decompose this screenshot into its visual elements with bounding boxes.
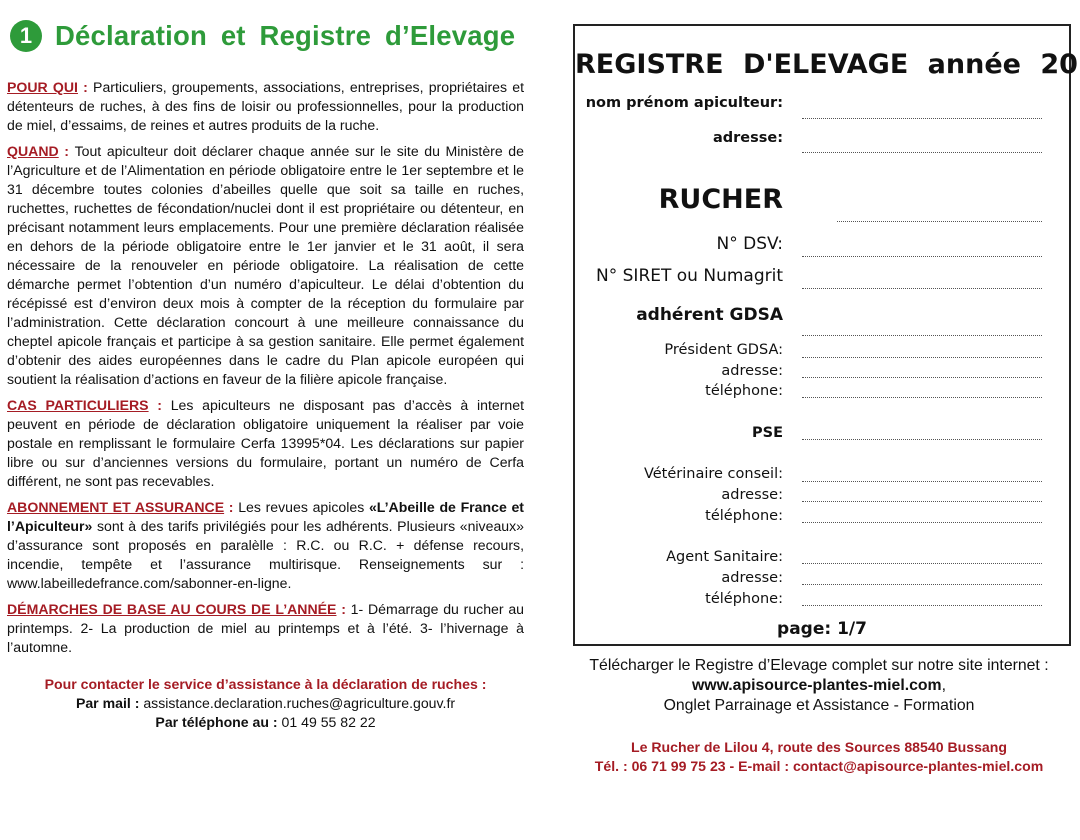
download-url-line: www.apisource-plantes-miel.com,	[692, 677, 946, 694]
president-adresse-label: adresse:	[721, 363, 783, 379]
text-demarches: 1- Démarrage du rucher au printemps. 2- La production de miel au printemps et à l’été. 3- l’hivernage à l’automne.	[7, 601, 525, 655]
registre-form	[573, 24, 1078, 646]
siret-field[interactable]	[802, 288, 1042, 289]
label-abonnement: ABONNEMENT ET ASSURANCE	[7, 499, 225, 515]
text-pour-qui: Particuliers, groupements, associations, entreprises, propriétaires et détenteurs de ruches, à des fins de loisir ou professionnelles, pour la production de miel, d’essaims, de reines et autres produits de la ruche.	[7, 79, 524, 133]
agent-field[interactable]	[802, 563, 1042, 564]
adresse-field[interactable]	[802, 152, 1042, 153]
agent-telephone-label: téléphone:	[705, 591, 783, 607]
agent-telephone-field[interactable]	[802, 605, 1042, 606]
contact-phone: 01 49 55 82 22	[281, 714, 376, 730]
text-quand: Tout apiculteur doit déclarer chaque année sur le site du Ministère de l’Agriculture et de l’Alimentation en période obligatoire entre le 1er septembre et le 31 décembre toutes colonies d’abeilles quelle que soit sa taille en ruches, ruchettes, ruchettes de fécondation/nuclei dont il est propriétaire ou détenteur, en précisant notamment leurs emplacements. Pour une première déclaration réalisée en dehors de la période obligatoire entre le 1er janvier et le 31 août, il sera nécessaire de la renouveler en période obligatoire. La réalisation de cette démarche permet l’obtention d’un numéro d’apiculteur. Le délai d’obtention du récépissé est d’environ deux mois à compter de la réception du formulaire par l’administration. Cette déclaration concourt à une meilleure connaissance du cheptel apicole français et participe à sa gestion sanitaire. Elle permet également d’obtenir des aides européennes dans le cadre du Plan apicole européen qui soutient la réalisation d’actions en faveur de la filière apicole française.	[7, 143, 524, 387]
download-line: Télécharger le Registre d’Elevage complet sur notre site internet :	[589, 657, 1049, 674]
page-title: Déclaration et Registre d’Elevage	[55, 20, 516, 51]
contact-title: Pour contacter le service d’assistance à la déclaration de ruches :	[44, 676, 487, 692]
president-field[interactable]	[802, 357, 1042, 358]
text-cas-particuliers: Les apiculteurs ne disposant pas d’accès à internet peuvent en période de déclaration obligatoire uniquement la réaliser par voie postale en remplissant le formulaire Cerfa 13995*04. Les déclarations sur papier libre ou sur d’anciennes versions du formulaire, portant un numéro de Cerfa différent, ne sont pas recevables.	[7, 397, 524, 489]
rucher-heading: RUCHER	[658, 184, 783, 215]
nom-field[interactable]	[802, 118, 1042, 119]
contact-mail-line	[7, 694, 524, 713]
label-demarches: DÉMARCHES DE BASE AU COURS DE L’ANNÉE	[7, 601, 337, 617]
veterinaire-adresse-field[interactable]	[802, 501, 1042, 502]
section-pour-qui: POUR QUI : Particuliers, groupements, associations, entreprises, propriétaires et détenteurs de ruches, à des fins de loisir ou professionnelles, pour la production de miel, d’essaims, de reines et autres produits de la ruche.	[7, 79, 524, 133]
adherent-field[interactable]	[802, 335, 1042, 336]
text-abonnement-post: sont à des tarifs privilégiés pour les adhérents. Plusieurs «niveaux» d’assurance sont proposés en paralèlle : R.C. ou R.C. + défense recours, incendie, tempête et l’assurance multirisque. Renseignements sur : www.labeilledefrance.com/sabonner-en-ligne.	[7, 518, 524, 591]
text-abonnement-revue: «L’Abeille de France et l’Apiculteur»	[7, 499, 525, 534]
text-abonnement-pre: Les revues apicoles	[238, 499, 369, 515]
veterinaire-adresse-label: adresse:	[721, 487, 783, 503]
label-pour-qui: POUR QUI	[7, 79, 78, 95]
contact-phone-line	[7, 713, 524, 732]
registre-title: REGISTRE D'ELEVAGE année 20	[575, 49, 1078, 80]
dsv-label: N° DSV:	[716, 234, 783, 254]
veterinaire-telephone-label: téléphone:	[705, 508, 783, 524]
agent-adresse-field[interactable]	[802, 584, 1042, 585]
left-column	[7, 14, 524, 732]
section-abonnement: ABONNEMENT ET ASSURANCE : Les revues apicoles «L’Abeille de France et l’Apiculteur» sont à des tarifs privilégiés pour les adhérents. Plusieurs «niveaux» d’assurance sont proposés en paralèlle : R.C. ou R.C. + défense recours, incendie, tempête et l’assurance multirisque. Renseignements sur : www.labeilledefrance.com/sabonner-en-ligne.	[7, 499, 525, 591]
veterinaire-telephone-field[interactable]	[802, 522, 1042, 523]
siret-label: N° SIRET ou Numagrit	[596, 266, 783, 286]
contact-block	[7, 675, 524, 732]
president-telephone-label: téléphone:	[705, 383, 783, 399]
rucher-field[interactable]	[837, 221, 1042, 222]
footer-address: Le Rucher de Lilou 4, route des Sources 88540 Bussang	[631, 739, 1007, 755]
download-info	[558, 656, 1080, 716]
label-cas-particuliers: CAS PARTICULIERS	[7, 397, 149, 413]
footer-contact: Tél. : 06 71 99 75 23 - E-mail : contact@apisource-plantes-miel.com	[594, 758, 1044, 774]
download-tab-line: Onglet Parrainage et Assistance - Formation	[663, 697, 975, 714]
contact-phone-label: Par téléphone au :	[155, 714, 278, 730]
section-quand: QUAND : Tout apiculteur doit déclarer chaque année sur le site du Ministère de l’Agriculture et de l’Alimentation en période obligatoire entre le 1er septembre et le 31 décembre toutes colonies d’abeilles quelle que soit sa taille en ruches, ruchettes, ruchettes de fécondation/nuclei dont il est propriétaire ou détenteur, en précisant notamment leurs emplacements. Pour une première déclaration réalisée en dehors de la période obligatoire entre le 1er janvier et le 31 août, il sera nécessaire de la renouveler en période obligatoire. La réalisation de cette démarche permet l’obtention d’un numéro d’apiculteur. Le délai d’obtention du récépissé est d’environ deux mois à compter de la réception du formulaire par l’administration. Cette déclaration concourt à une meilleure connaissance du cheptel apicole français et participe à sa gestion sanitaire. Elle permet également d’obtenir des aides européennes dans le cadre du Plan apicole européen qui soutient la réalisation d’actions en faveur de la filière apicole française.	[7, 143, 524, 387]
dsv-field[interactable]	[802, 256, 1042, 257]
president-label: Président GDSA:	[664, 342, 783, 358]
veterinaire-label: Vétérinaire conseil:	[643, 466, 783, 482]
pse-field[interactable]	[802, 439, 1042, 440]
adherent-label: adhérent GDSA	[636, 305, 783, 325]
adresse-label: adresse:	[712, 130, 783, 146]
label-quand: QUAND	[7, 143, 59, 159]
veterinaire-field[interactable]	[802, 481, 1042, 482]
title-row	[7, 14, 524, 58]
pse-label: PSE	[752, 425, 783, 441]
president-telephone-field[interactable]	[802, 397, 1042, 398]
section-cas-particuliers: CAS PARTICULIERS : Les apiculteurs ne disposant pas d’accès à internet peuvent en période de déclaration obligatoire uniquement la réaliser par voie postale en remplissant le formulaire Cerfa 13995*04. Les déclarations sur papier libre ou sur d’anciennes versions du formulaire, portant un numéro de Cerfa différent, ne sont pas recevables.	[7, 397, 524, 489]
agent-adresse-label: adresse:	[721, 570, 783, 586]
step-number-badge: 1	[10, 20, 42, 52]
section-demarches: DÉMARCHES DE BASE AU COURS DE L’ANNÉE : 1- Démarrage du rucher au printemps. 2- La production de miel au printemps et à l’été. 3- l’hivernage à l’automne.	[7, 601, 525, 655]
nom-label: nom prénom apiculteur:	[585, 95, 783, 111]
contact-mail-label: Par mail :	[75, 695, 140, 711]
download-url[interactable]: www.apisource-plantes-miel.com	[692, 677, 942, 694]
contact-mail: assistance.declaration.ruches@agriculture.gouv.fr	[143, 695, 456, 711]
president-adresse-field[interactable]	[802, 377, 1042, 378]
page-number: page: 1/7	[777, 619, 867, 639]
footer-address-block	[558, 738, 1080, 776]
agent-label: Agent Sanitaire:	[666, 549, 783, 565]
